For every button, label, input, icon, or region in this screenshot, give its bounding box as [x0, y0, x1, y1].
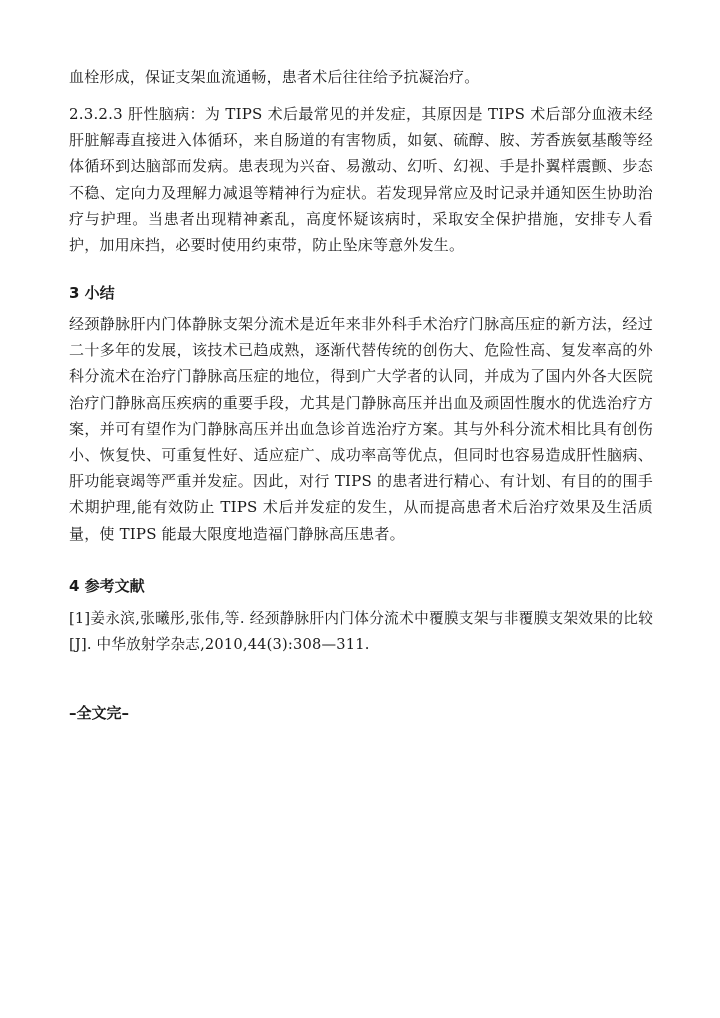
- heading-summary: 3 小结: [69, 284, 115, 302]
- heading-references: 4 参考文献: [69, 577, 145, 595]
- paragraph-summary: 经颈静脉肝内门体静脉支架分流术是近年来非外科手术治疗门脉高压症的新方法，经过二十多年的发展，该技术已趋成熟，逐渐代替传统的创伤大、危险性高、复发率高的外科分流术在治疗门静脉高压症的地位，得到广大学者的认同，并成为了国内外各大医院治疗门静脉高压疾病的重要手段，尤其是门静脉高压并出血及顽固性腹水的优选治疗方案，并可有望作为门静脉高压并出血急诊首选治疗方案。其与外科分流术相比具有创伤小、恢复快、可重复性好、适应症广、成功率高等优点，但同时也容易造成肝性脑病、肝功能衰竭等严重并发症。因此，对行 TIPS 的患者进行精心、有计划、有目的的围手术期护理,能有效防止 TIPS 术后并发症的发生，从而提高患者术后治疗效果及生活质量，使 TIPS 能最大限度地造福门静脉高压患者。: [69, 315, 653, 543]
- paragraph-hepatic-encephalopathy: 2.3.2.3 肝性脑病：为 TIPS 术后最常见的并发症，其原因是 TIPS 术后部分血液未经肝脏解毒直接进入体循环，来自肠道的有害物质，如氨、硫醇、胺、芳香族氨基酸等经体循环到达脑部而发病。患表现为兴奋、易激动、幻听、幻视、手是扑翼样震颤、步态不稳、定向力及理解力减退等精神行为症状。若发现异常应及时记录并通知医生协助治疗与护理。当患者出现精神紊乱，高度怀疑该病时，采取安全保护措施，安排专人看护，加用床挡，必要时使用约束带，防止坠床等意外发生。: [69, 105, 653, 255]
- paragraph-anticoagulation: 血栓形成，保证支架血流通畅，患者术后往往给予抗凝治疗。: [69, 68, 480, 86]
- reference-item: [1]姜永滨,张曦彤,张伟,等. 经颈静脉肝内门体分流术中覆膜支架与非覆膜支架效果的比较[J]. 中华放射学杂志,2010,44(3):308—311.: [69, 610, 653, 654]
- end-of-document-mark: –全文完–: [69, 704, 130, 722]
